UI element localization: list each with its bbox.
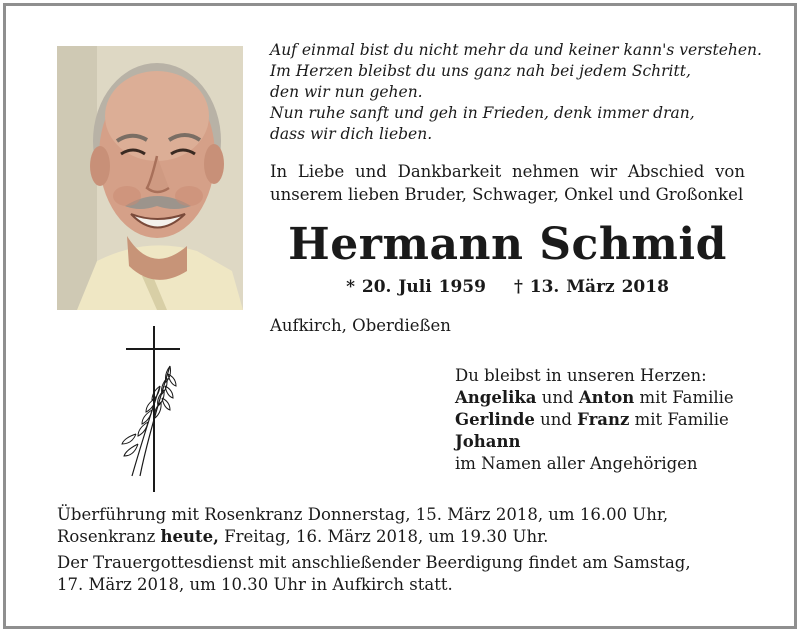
poem [270,40,770,145]
place-of-residence: Aufkirch, Oberdießen [270,316,451,335]
service-line: Überführung mit Rosenkranz Donnerstag, 15. März 2018, um 16.00 Uhr, [57,505,669,524]
deceased-name: Hermann Schmid [288,219,727,270]
birth-date: * 20. Juli 1959 [346,277,486,297]
service-line [57,526,747,548]
poem-line: dass wir dich lieben. [270,125,433,143]
service-line: 17. März 2018, um 10.30 Uhr in Aufkirch statt. [57,575,453,594]
mourners-line [455,409,775,431]
cross-with-wheat-icon [118,326,190,492]
service-today: heute, [160,527,219,546]
mourner-name: Anton [578,388,635,407]
mourner-family: mit Familie [629,410,729,429]
mourner-name: Johann [455,432,521,451]
mourner-name: Franz [577,410,630,429]
life-dates [255,276,760,298]
mourner-family: mit Familie [634,388,734,407]
mourners-closing: im Namen aller Angehörigen [455,454,698,473]
portrait-photo [57,46,243,310]
mourner-conjunction: und [534,410,578,429]
poem-line: Im Herzen bleibst du uns ganz nah bei jedem Schritt, [270,62,691,80]
farewell-intro: In Liebe und Dankbarkeit nehmen wir Abschied von unserem lieben Bruder, Schwager, Onkel und Großonkel [270,162,745,204]
mourners-line [455,431,775,453]
poem-line: den wir nun gehen. [270,83,423,101]
poem-line: Nun ruhe sanft und geh in Frieden, denk immer dran, [270,104,695,122]
mourners-block [455,365,775,475]
service-line: Der Trauergottesdienst mit anschließender Beerdigung findet am Samstag, [57,553,691,572]
mourners-heading: Du bleibst in unseren Herzen: [455,366,707,385]
mourners-line [455,387,775,409]
service-information [57,504,747,596]
mourner-name: Gerlinde [455,410,535,429]
service-text: Rosenkranz [57,527,161,546]
mourner-conjunction: und [536,388,579,407]
poem-line: Auf einmal bist du nicht mehr da und keiner kann's verstehen. [270,41,762,59]
service-text: Freitag, 16. März 2018, um 19.30 Uhr. [218,527,549,546]
mourner-name: Angelika [455,388,537,407]
death-date: † 13. März 2018 [513,277,669,297]
